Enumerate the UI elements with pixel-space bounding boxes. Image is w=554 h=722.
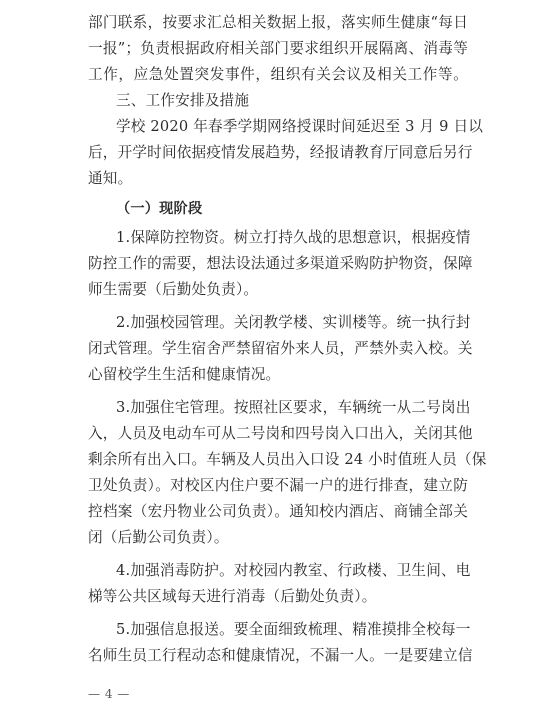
page-number: — 4 — [88, 687, 130, 701]
text-line: 梯等公共区域每天进行消毒（后勤处负责）。 [88, 588, 377, 605]
text-line: 剩余所有出入口。车辆及人员出入口设 24 小时值班人员（保 [88, 451, 487, 468]
text-line: 3.加强住宅管理。按照社区要求，车辆统一从二号岗出 [116, 399, 471, 416]
text-line: 控档案（宏丹物业公司负责）。通知校内酒店、商铺全部关 [88, 503, 468, 520]
text-line: 通知。 [88, 170, 133, 187]
text-line: 1.保障防控物资。树立打持久战的思想意识，根据疫情 [116, 229, 471, 246]
text-line: 2.加强校园管理。关闭教学楼、实训楼等。统一执行封 [116, 314, 471, 331]
text-line: 卫处负责）。对校区内住户要不漏一户的进行排查，建立防 [88, 477, 468, 494]
text-line: 心留校学生生活和健康情况。 [88, 366, 281, 383]
text-line: 师生需要（后勤处负责）。 [88, 281, 259, 298]
text-line: 4.加强消毒防护。对校园内教室、行政楼、卫生间、电 [116, 562, 471, 579]
text-line: 5.加强信息报送。要全面细致梳理、精准摸排全校每一 [116, 621, 471, 638]
subsection-heading: （一）现阶段 [116, 201, 203, 217]
text-line: 学校 2020 年春季学期网络授课时间延迟至 3 月 9 日以 [116, 118, 484, 135]
text-line: 工作，应急处置突发事件，组织有关会议及相关工作等。 [88, 66, 468, 83]
text-line: 一报”；负责根据政府相关部门要求组织开展隔离、消毒等 [88, 40, 468, 57]
text-line: 名师生员工行程动态和健康情况，不漏一人。一是要建立信 [88, 647, 473, 664]
text-line: 闭式管理。学生宿舍严禁留宿外来人员，严禁外卖入校。关 [88, 340, 473, 357]
text-line: 闭（后勤公司负责）。 [88, 529, 229, 546]
text-line: 入，人员及电动车可从二号岗和四号岗入口出入，关闭其他 [88, 425, 473, 442]
section-heading: 三、工作安排及措施 [116, 92, 250, 109]
text-line: 部门联系，按要求汇总相关数据上报，落实师生健康“每日 [88, 14, 468, 31]
text-line: 后，开学时间依据疫情发展趋势，经报请教育厅同意后另行 [88, 144, 473, 161]
text-line: 防控工作的需要，想法设法通过多渠道采购防护物资，保障 [88, 255, 473, 272]
